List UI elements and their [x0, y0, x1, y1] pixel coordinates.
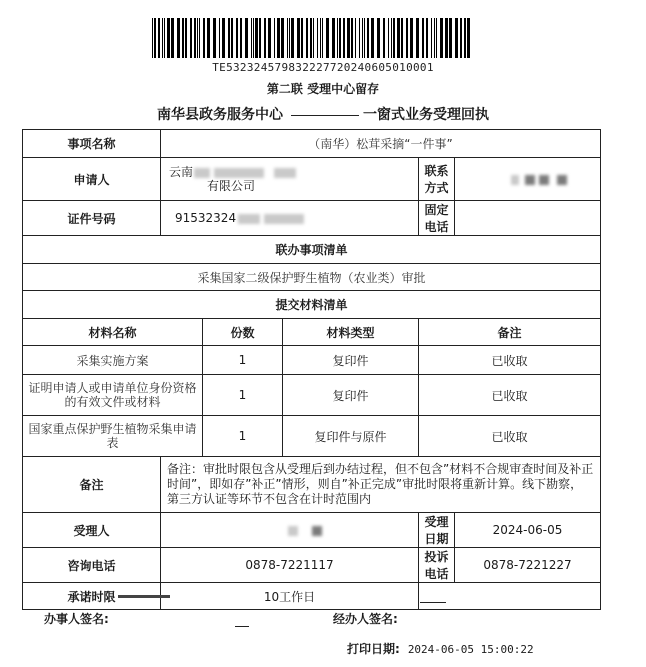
- barcode-bar: [422, 18, 424, 58]
- document-title: [0, 104, 646, 124]
- accept-date-value: 2024-06-05: [455, 513, 601, 548]
- item-name-label: 事项名称: [23, 130, 161, 158]
- barcode-bar: [268, 18, 271, 58]
- barcode-bar: [264, 18, 266, 58]
- contact-label: 联系方式: [419, 158, 455, 201]
- barcode-bar: [401, 18, 403, 58]
- barcode-bar: [281, 18, 284, 58]
- table-row: [23, 416, 601, 457]
- materials-col-name: 材料名称: [23, 319, 203, 346]
- applicant-value: [161, 158, 419, 201]
- barcode-bar: [355, 18, 356, 58]
- material-count: 1: [203, 416, 283, 457]
- barcode-bar: [194, 18, 196, 58]
- title-dash: [291, 115, 359, 116]
- remark-label: 备注: [23, 457, 161, 513]
- barcode-bar: [397, 18, 400, 58]
- barcode-bar: [167, 18, 170, 58]
- barcode-bar: [371, 18, 374, 58]
- redacted-block: [557, 175, 567, 185]
- barcode-bar: [245, 18, 248, 58]
- remark-text: 备注：审批时限包含从受理后到办结过程，但不包含”材料不合规审查时间及补正时间”，即如存”补正”情形，则自”补正完成”审批时限将重新计算。线下勘察，第三方认证等环节不包含在计时范围内: [161, 457, 601, 513]
- redacted-block: [214, 168, 264, 178]
- table-row: [23, 375, 601, 416]
- joint-items-header: 联办事项清单: [23, 236, 601, 264]
- barcode-image: [152, 18, 470, 58]
- barcode-bar: [301, 18, 303, 58]
- barcode-bar: [240, 18, 242, 58]
- material-remark: 已收取: [419, 346, 601, 375]
- redacted-block: [288, 526, 298, 536]
- material-name: 国家重点保护野生植物采集申请表: [23, 416, 203, 457]
- barcode-bar: [431, 18, 432, 58]
- complaint-phone-value: 0878-7221227: [455, 548, 601, 583]
- barcode-bar: [274, 18, 275, 58]
- id-value: [161, 201, 419, 236]
- barcode-bar: [455, 18, 458, 58]
- barcode-bar: [317, 18, 318, 58]
- clerk-signature-label: 办事人签名:: [44, 612, 109, 626]
- barcode-bar: [203, 18, 205, 58]
- receipt-table: [22, 129, 601, 610]
- material-remark: 已收取: [419, 416, 601, 457]
- table-row: [23, 346, 601, 375]
- barcode-bar: [219, 18, 220, 58]
- barcode-bar: [377, 18, 380, 58]
- barcode-bar: [222, 18, 225, 58]
- barcode-bar: [287, 18, 288, 58]
- print-date-value: 2024-06-05 15:00:22: [407, 643, 534, 656]
- barcode-bar: [367, 18, 369, 58]
- barcode-bar: [337, 18, 338, 58]
- barcode-bar: [213, 18, 216, 58]
- barcode-bar: [326, 18, 329, 58]
- barcode-bar: [406, 18, 408, 58]
- barcode-bar: [416, 18, 419, 58]
- materials-col-remark: 备注: [419, 319, 601, 346]
- barcode-bar: [199, 18, 200, 58]
- barcode-bar: [164, 18, 165, 58]
- barcode-bar: [158, 18, 160, 58]
- barcode-bar: [388, 18, 389, 58]
- barcode-bar: [171, 18, 174, 58]
- clerk-signature-line: [235, 626, 249, 627]
- barcode-bar: [207, 18, 210, 58]
- landline-value: [455, 201, 601, 236]
- barcode-bar: [306, 18, 308, 58]
- barcode-bar: [228, 18, 230, 58]
- title-right: 一窗式业务受理回执: [363, 107, 489, 123]
- barcode-bar: [391, 18, 392, 58]
- print-date-label: 打印日期:: [347, 642, 400, 656]
- barcode-bar: [291, 18, 294, 58]
- barcode-bar: [152, 18, 153, 58]
- barcode-bar: [322, 18, 323, 58]
- barcode-bar: [231, 18, 233, 58]
- redacted-block: [274, 168, 296, 178]
- redacted-block: [264, 214, 304, 224]
- applicant-label: 申请人: [23, 158, 161, 201]
- barcode-bar: [434, 18, 435, 58]
- promise-label: 承诺时限: [23, 583, 161, 610]
- barcode-bar: [467, 18, 470, 58]
- barcode-bar: [339, 18, 341, 58]
- barcode-bar: [343, 18, 345, 58]
- barcode-bar: [464, 18, 466, 58]
- barcode-bar: [364, 18, 365, 58]
- contact-value: [455, 158, 601, 201]
- barcode-bar: [253, 18, 254, 58]
- copy-label: 第二联 受理中心留存: [266, 82, 380, 96]
- barcode-bar: [393, 18, 395, 58]
- barcode-bar: [359, 18, 360, 58]
- barcode-bar: [351, 18, 353, 58]
- barcode-bar: [362, 18, 363, 58]
- id-label: 证件号码: [23, 201, 161, 236]
- barcode-bar: [460, 18, 462, 58]
- agent-signature-label: 经办人签名:: [333, 612, 398, 626]
- handler-value: [161, 513, 419, 548]
- materials-header: 提交材料清单: [23, 291, 601, 319]
- consult-phone-value: 0878-7221117: [161, 548, 419, 583]
- barcode-bar: [383, 18, 385, 58]
- materials-col-count: 份数: [203, 319, 283, 346]
- complaint-phone-label: 投诉电话: [419, 548, 455, 583]
- barcode-bar: [320, 18, 321, 58]
- material-count: 1: [203, 375, 283, 416]
- barcode-bar: [182, 18, 184, 58]
- joint-item: 采集国家二级保护野生植物（农业类）审批: [23, 264, 601, 291]
- barcode-bar: [410, 18, 413, 58]
- redacted-block: [118, 595, 170, 598]
- promise-value: 10工作日: [161, 583, 419, 610]
- title-left: 南华县政务服务中心: [157, 107, 283, 123]
- consult-phone-label: 咨询电话: [23, 548, 161, 583]
- barcode-bar: [310, 18, 312, 58]
- barcode-bar: [162, 18, 163, 58]
- accept-date-label: 受理日期: [419, 513, 455, 548]
- barcode-bar: [255, 18, 258, 58]
- barcode-bar: [277, 18, 280, 58]
- materials-col-type: 材料类型: [283, 319, 419, 346]
- barcode-bar: [259, 18, 261, 58]
- item-name-value: （南华）松茸采摘“一件事”: [161, 130, 601, 158]
- barcode-bar: [445, 18, 448, 58]
- print-date: [347, 640, 534, 657]
- landline-label: 固定电话: [419, 201, 455, 236]
- redacted-block: [312, 526, 322, 536]
- barcode-bar: [347, 18, 350, 58]
- applicant-value-line1: 云南: [169, 165, 194, 179]
- barcode-bar: [154, 18, 156, 58]
- material-count: 1: [203, 346, 283, 375]
- barcode-bar: [426, 18, 428, 58]
- barcode-bar: [313, 18, 314, 58]
- barcode-bar: [236, 18, 238, 58]
- redacted-block: [539, 175, 549, 185]
- barcode-bar: [185, 18, 187, 58]
- material-type: 复印件: [283, 346, 419, 375]
- barcode-bar: [251, 18, 252, 58]
- material-type: 复印件: [283, 375, 419, 416]
- redacted-block: [525, 175, 535, 185]
- barcode-bar: [436, 18, 437, 58]
- redacted-block: [238, 214, 260, 224]
- barcode-bar: [289, 18, 290, 58]
- barcode-bar: [197, 18, 198, 58]
- material-name: 采集实施方案: [23, 346, 203, 375]
- agent-signature-line: [420, 602, 446, 603]
- promise-empty: [419, 583, 601, 610]
- handler-label: 受理人: [23, 513, 161, 548]
- barcode-bar: [297, 18, 300, 58]
- barcode-number: TE532324579832227720240605010001: [212, 61, 434, 74]
- material-remark: 已收取: [419, 375, 601, 416]
- barcode-bar: [332, 18, 335, 58]
- material-name: 证明申请人或申请单位身份资格的有效文件或材料: [23, 375, 203, 416]
- id-value-text: 91532324: [175, 211, 237, 225]
- barcode-bar: [177, 18, 180, 58]
- barcode-bar: [190, 18, 192, 58]
- material-type: 复印件与原件: [283, 416, 419, 457]
- barcode-bar: [440, 18, 443, 58]
- applicant-value-line2: 有限公司: [207, 179, 256, 193]
- redacted-block: [511, 175, 519, 185]
- barcode-bar: [449, 18, 452, 58]
- redacted-block: [194, 168, 210, 178]
